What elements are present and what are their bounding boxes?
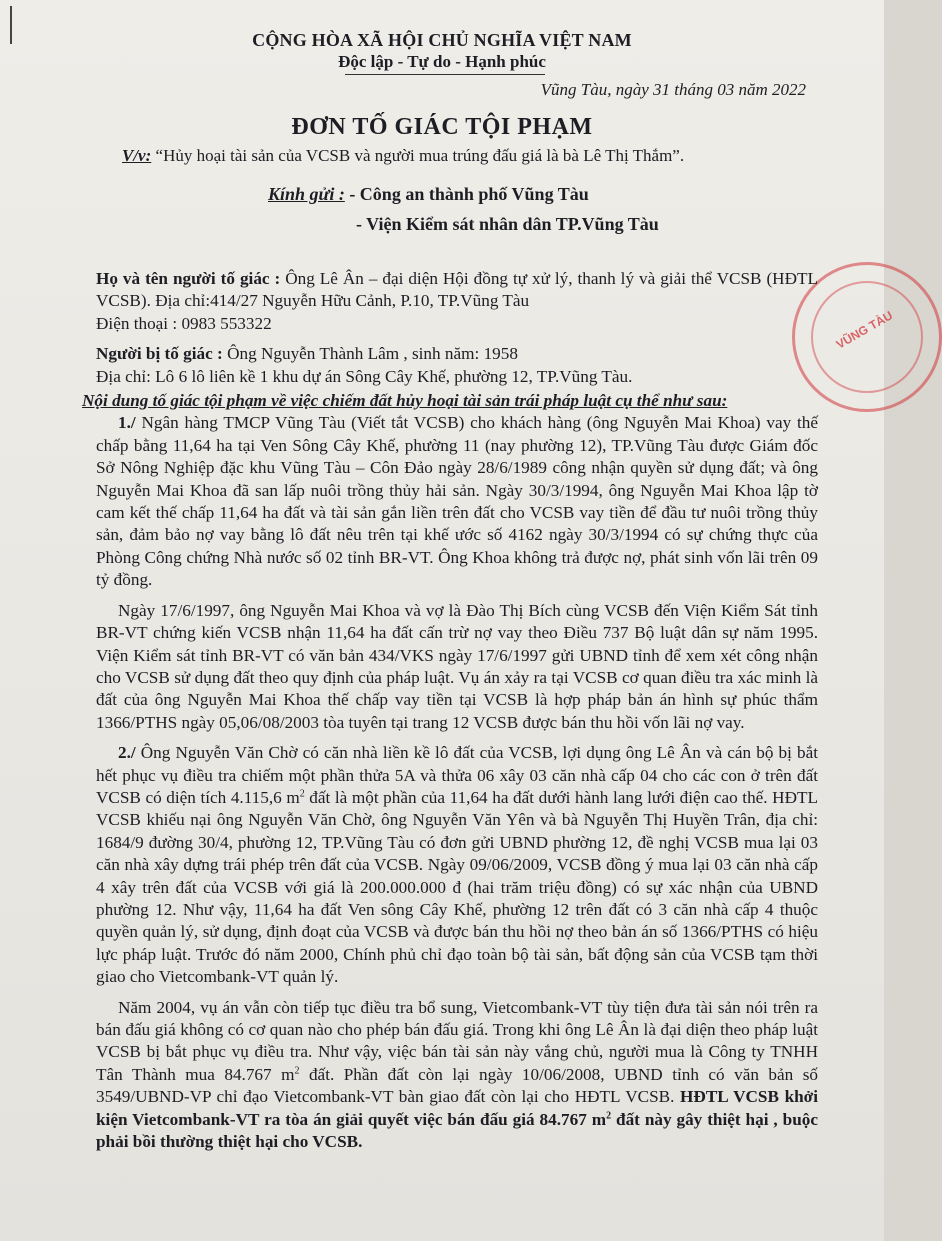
accused-label: Người bị tố giác : <box>96 344 223 364</box>
p4-bold-2: đất này gây thiệt hại , buộc phải bồi thường thiệt hại cho VCSB. <box>96 1109 818 1152</box>
p4-text-b: đất. Phần đất còn lại ngày 10/06/2008, UBND tỉnh có văn bản số 3549/UBND-VP chỉ đạo Vietcombank-VT bàn giao đất còn lại cho HĐTL VCSB. <box>96 1064 819 1107</box>
paragraph-1 <box>96 412 818 591</box>
subject-text: “Hủy hoại tài sản của VCSB và người mua trúng đấu giá là bà Lê Thị Thắm”. <box>151 146 685 165</box>
p3-number: 2./ <box>118 743 136 763</box>
p4-sup-1: 2 <box>294 1065 300 1077</box>
document-title: ĐƠN TỐ GIÁC TỘI PHẠM <box>291 114 593 140</box>
recipient-1: - Công an thành phố Vũng Tàu <box>344 184 589 204</box>
p4-text-a: Năm 2004, vụ án vẫn còn tiếp tục điều tra bổ sung, Vietcombank-VT tùy tiện đưa tài sản nói trên ra bán đấu giá không có cơ quan nào cho phép bán đấu giá. Trong khi ông Lê Ân là đại diện theo pháp luật VCSB bị bắt phục vụ điều tra. Như vậy, việc bán tài sản này vắng chủ, người mua là Công ty TNHH Tân Thành mua 84.767 m <box>96 997 818 1084</box>
recipient-2: - Viện Kiểm sát nhân dân TP.Vũng Tàu <box>356 214 659 234</box>
recipients <box>268 184 659 234</box>
place-date: Vũng Tàu, ngày 31 tháng 03 năm 2022 <box>540 80 806 99</box>
p3-text-a: Ông Nguyễn Văn Chờ có căn nhà liền kề lô đất của VCSB, lợi dụng ông Lê Ân và cán bộ bị bắt hết phục vụ điều tra chiếm một phần thửa 5A và thửa 06 xây 03 căn nhà cấp 04 cho các con ở trên đất VCSB có diện tích 4.115,6 m <box>96 743 818 807</box>
content-heading: Nội dung tố giác tội phạm về việc chiếm đất hủy hoại tài sản trái pháp luật cụ thể như sau: <box>82 391 728 411</box>
p3-sup: 2 <box>299 788 305 800</box>
p4-sup-2: 2 <box>606 1109 612 1121</box>
accused-address: Địa chỉ: Lô 6 lô liên kề 1 khu dự án Sông Cây Khế, phường 12, TP.Vũng Tàu. <box>96 366 633 386</box>
subject-line <box>122 146 684 166</box>
informant-label: Họ và tên người tố giác : <box>96 269 281 288</box>
subject-label: V/v: <box>122 146 152 165</box>
motto: Độc lập - Tự do - Hạnh phúc <box>338 52 546 71</box>
recipients-label: Kính gửi : <box>268 184 345 204</box>
p4-bold-1: HĐTL VCSB khởi kiện Vietcombank-VT ra tòa án giải quyết việc bán đấu giá 84.767 m <box>96 1087 818 1129</box>
accused <box>96 343 818 365</box>
informant <box>96 268 818 313</box>
informant-text: Ông Lê Ân – đại diện Hội đồng tự xử lý, thanh lý và giải thể VCSB (HĐTL VCSB). Địa chỉ:414/27 Nguyễn Hữu Cảnh, P.10, TP.Vũng Tàu <box>96 269 818 311</box>
document-body <box>82 268 819 1153</box>
paragraph-3 <box>96 742 818 988</box>
nation-name: CỘNG HÒA XÃ HỘI CHỦ NGHĨA VIỆT NAM <box>252 30 632 50</box>
stamp-text: VŨNG TÀU <box>833 308 895 352</box>
p1-number: 1./ <box>118 413 136 433</box>
motto-underline <box>345 74 545 75</box>
p1-text: Ngân hàng TMCP Vũng Tàu (Viết tắt VCSB) cho khách hàng (ông Nguyễn Mai Khoa) vay thế chấp bằng 11,64 ha tại Ven Sông Cây Khế, phường 11 (nay phường 12), TP.Vũng Tàu được Giám đốc Sở Nông Nghiệp đặc khu Vũng Tàu – Côn Đảo ngày 28/6/1989 công nhận quyền sử dụng đất; và ông Nguyễn Mai Khoa đã san lấp nuôi trồng thủy hải sản. Ngày 30/3/1994, ông Nguyễn Mai Khoa lập tờ cam kết thế chấp 11,64 ha đất và tài sản gắn liền trên đất cho VCSB vay tiền để đầu tư nuôi trồng thủy sản, đảm bảo nợ vay bằng lô đất nêu trên tại khế ước số 4162 ngày 30/3/1994 có sự chứng thực của Phòng Công chứng Nhà nước số 02 tỉnh BR-VT. Ông Khoa không trả được nợ, phát sinh vốn lãi trên 09 tỷ đồng. <box>96 413 818 590</box>
informant-phone: Điện thoại : 0983 553322 <box>96 313 272 333</box>
p3-text-b: đất là một phần của 11,64 ha đất dưới hành lang lưới điện cao thế. HĐTL VCSB khiếu nại ông Nguyễn Văn Chờ, ông Nguyễn Văn Yên và bà Nguyễn Thị Huyền Trân, địa chỉ: 1684/9 đường 30/4, phường 12, TP.Vũng Tàu có đơn gửi UBND phường 12, đề nghị VCSB mua lại 03 căn nhà xây dựng trái phép trên đất của VCSB. Ngày 09/06/2009, VCSB đồng ý mua lại 03 căn nhà cấp 4 xây trên đất của VCSB với giá là 200.000.000 đ (hai trăm triệu đồng) có sự xác nhận của UBND phường 12. Như vậy, 11,64 ha đất Ven sông Cây Khế, phường 12 trên đất có 3 căn nhà cấp 4 thuộc quyền quản lý, sử dụng, định đoạt của VCSB và được bán thu hồi nợ theo bản án số 1366/PTHS có hiệu lực pháp luật. Trước đó năm 2000, Chính phủ chỉ đạo toàn bộ tài sản, bất động sản của VCSB tạm thời giao cho Vietcombank-VT quản lý. <box>96 787 818 987</box>
paragraph-4 <box>96 997 818 1154</box>
accused-text: Ông Nguyễn Thành Lâm , sinh năm: 1958 <box>222 344 518 364</box>
paragraph-2: Ngày 17/6/1997, ông Nguyễn Mai Khoa và vợ là Đào Thị Bích cùng VCSB đến Viện Kiểm Sát tỉnh BR-VT chứng kiến VCSB nhận 11,64 ha đất cấn trừ nợ vay theo Điều 737 Bộ luật dân sự năm 1995. Viện Kiểm sát tỉnh BR-VT có văn bản 434/VKS ngày 17/6/1997 gửi UBND tỉnh để xem xét công nhận cho VCSB sử dụng đất theo quy định của pháp luật. Vụ án xảy ra tại VCSB cơ quan điều tra xác minh là đất của ông Nguyễn Mai Khoa thế chấp vay tiền tại VCSB là hợp pháp bản án hình sự phúc thẩm 1366/PTHS ngày 05,06/08/2003 tòa tuyên tại trang 12 VCSB được bán thu hồi vốn lãi nợ vay. <box>96 600 818 732</box>
